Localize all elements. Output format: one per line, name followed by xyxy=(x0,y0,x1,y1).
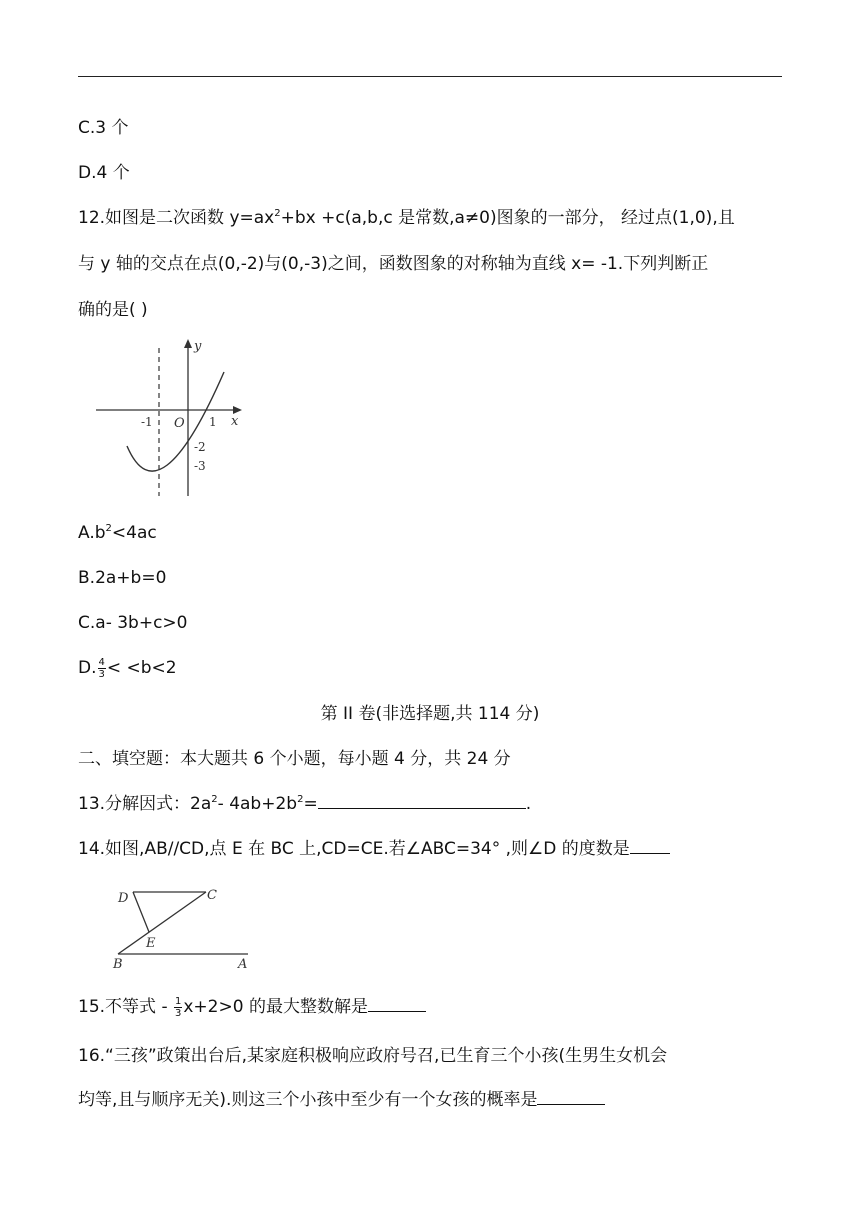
q13-sup1: 2 xyxy=(211,794,218,805)
q12-line1 xyxy=(78,206,735,230)
q16-line1: 16.“三孩”政策出台后,某家庭积极响应政府号召,已生育三个小孩(生男生女机会 xyxy=(78,1046,668,1066)
q15-prefix: 15.不等式 - xyxy=(78,997,173,1017)
fraction-denominator: 3 xyxy=(98,668,105,680)
q16-answer-blank xyxy=(537,1088,605,1105)
tick-neg1: -1 xyxy=(141,415,153,429)
q12-superscript: 2 xyxy=(274,208,281,219)
header-rule xyxy=(78,76,782,77)
q12-option-a-rest: <4ac xyxy=(111,523,157,543)
q12-option-c: C.a- 3b+c>0 xyxy=(78,613,188,633)
q13 xyxy=(78,792,531,816)
q14-text: 14.如图,AB//CD,点 E 在 BC 上,CD=CE.若∠ABC=34° ,则∠D 的度数是 xyxy=(78,839,630,859)
fraction-denominator: 3 xyxy=(174,1007,182,1019)
section-title: 第 II 卷(非选择题,共 114 分) xyxy=(320,704,540,724)
q12-line3: 确的是( ) xyxy=(78,300,148,320)
q13-sup2: 2 xyxy=(297,794,304,805)
point-e-label: E xyxy=(146,936,156,951)
q12-parabola-graph xyxy=(92,336,252,502)
option-d-prev: D.4 个 xyxy=(78,163,130,183)
q15-answer-blank xyxy=(368,995,426,1012)
q12-option-a-start: A.b xyxy=(78,523,106,543)
q12-option-a-sup: 2 xyxy=(105,523,112,534)
tick-neg3: -3 xyxy=(194,459,206,473)
q12-option-d-prefix: D. xyxy=(78,658,97,678)
q12-option-d xyxy=(78,656,177,680)
origin-label: O xyxy=(174,416,185,431)
q14-answer-blank xyxy=(630,837,670,854)
q13-mid: - 4ab+2b xyxy=(217,794,298,814)
section-intro: 二、填空题：本大题共 6 个小题，每小题 4 分，共 24 分 xyxy=(78,749,511,769)
tick-1: 1 xyxy=(209,415,217,429)
q12-option-d-fraction xyxy=(98,657,106,680)
q14-parallel-lines-figure xyxy=(108,882,258,970)
q13-answer-blank xyxy=(318,792,526,809)
x-axis-arrow xyxy=(233,406,242,414)
q15-rest: x+2>0 的最大整数解是 xyxy=(183,997,368,1017)
q13-equals: = xyxy=(303,794,318,814)
fraction-numerator: 1 xyxy=(174,995,182,1007)
fraction-numerator: 4 xyxy=(98,656,105,668)
q12-line1-rest: +bx +c(a,b,c 是常数,a≠0)图象的一部分， 经过点(1,0),且 xyxy=(280,208,735,228)
segment-de xyxy=(133,892,149,932)
x-axis-label: x xyxy=(231,414,239,429)
q15-fraction xyxy=(174,996,182,1019)
segment-bc xyxy=(118,892,206,954)
q13-end: . xyxy=(525,794,532,814)
y-axis-label: y xyxy=(194,339,202,354)
q15 xyxy=(78,995,426,1019)
q13-prefix: 13.分解因式：2a xyxy=(78,794,212,814)
tick-neg2: -2 xyxy=(194,440,206,454)
q14 xyxy=(78,837,670,861)
q16-line2 xyxy=(78,1088,605,1112)
y-axis-arrow xyxy=(184,339,192,348)
point-a-label: A xyxy=(238,957,248,970)
option-c-prev: C.3 个 xyxy=(78,118,129,138)
q12-line1-start: 12.如图是二次函数 y=ax xyxy=(78,208,275,228)
q12-option-d-rest: < <b<2 xyxy=(106,658,177,678)
q12-option-b: B.2a+b=0 xyxy=(78,568,167,588)
point-c-label: C xyxy=(207,888,217,903)
q16-line2-text: 均等,且与顺序无关).则这三个小孩中至少有一个女孩的概率是 xyxy=(78,1090,538,1110)
point-b-label: B xyxy=(113,957,123,970)
point-d-label: D xyxy=(118,891,129,906)
q12-line2: 与 y 轴的交点在点(0,-2)与(0,-3)之间，函数图象的对称轴为直线 x= -1.下列判断正 xyxy=(78,254,709,274)
q12-option-a xyxy=(78,521,157,545)
